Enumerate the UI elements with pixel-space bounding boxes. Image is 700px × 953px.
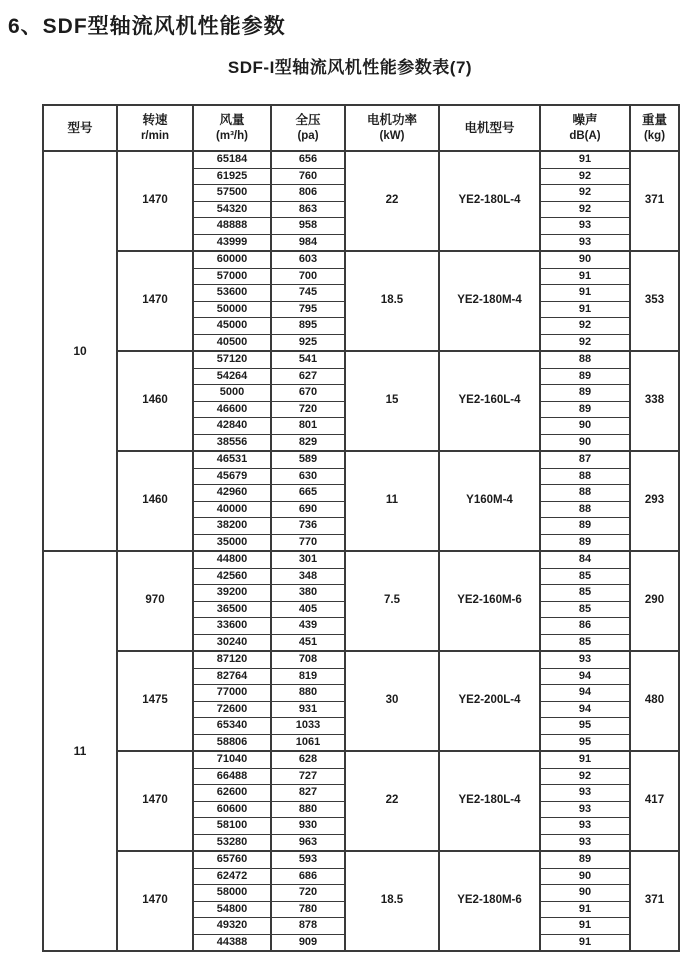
speed-cell: 1470 xyxy=(117,151,193,251)
pressure-cell: 727 xyxy=(271,768,345,785)
table-row xyxy=(43,351,679,368)
noise-cell: 86 xyxy=(540,618,630,635)
column-header-unit: (pa) xyxy=(297,129,319,142)
noise-cell: 95 xyxy=(540,734,630,751)
column-header xyxy=(43,105,117,151)
pressure-cell: 380 xyxy=(271,585,345,602)
power-cell: 22 xyxy=(345,151,439,251)
table-row xyxy=(43,251,679,268)
speed-cell: 970 xyxy=(117,551,193,651)
noise-cell: 91 xyxy=(540,934,630,951)
weight-cell: 353 xyxy=(630,251,679,351)
pressure-cell: 806 xyxy=(271,185,345,202)
motor-cell: YE2-180L-4 xyxy=(439,151,540,251)
flow-cell: 60600 xyxy=(193,801,271,818)
pressure-cell: 801 xyxy=(271,418,345,435)
column-header xyxy=(271,105,345,151)
motor-cell: Y160M-4 xyxy=(439,451,540,551)
flow-cell: 58100 xyxy=(193,818,271,835)
noise-cell: 95 xyxy=(540,718,630,735)
column-header-label: 风量 xyxy=(219,113,245,128)
noise-cell: 91 xyxy=(540,268,630,285)
pressure-cell: 700 xyxy=(271,268,345,285)
pressure-cell: 690 xyxy=(271,501,345,518)
column-header-label: 全压 xyxy=(295,113,321,128)
column-header-unit: (kg) xyxy=(643,129,666,142)
column-header-label: 电机型号 xyxy=(464,120,515,135)
pressure-cell: 670 xyxy=(271,385,345,402)
flow-cell: 45679 xyxy=(193,468,271,485)
noise-cell: 90 xyxy=(540,251,630,268)
noise-cell: 90 xyxy=(540,885,630,902)
pressure-cell: 708 xyxy=(271,651,345,668)
pressure-cell: 863 xyxy=(271,201,345,218)
pressure-cell: 770 xyxy=(271,534,345,551)
table-row xyxy=(43,651,679,668)
pressure-cell: 603 xyxy=(271,251,345,268)
flow-cell: 57120 xyxy=(193,351,271,368)
pressure-cell: 720 xyxy=(271,885,345,902)
page-title: 6、SDF型轴流风机性能参数 xyxy=(8,15,286,38)
flow-cell: 43999 xyxy=(193,234,271,251)
noise-cell: 85 xyxy=(540,568,630,585)
table-header xyxy=(43,105,679,151)
flow-cell: 62600 xyxy=(193,785,271,802)
flow-cell: 30240 xyxy=(193,634,271,651)
flow-cell: 44800 xyxy=(193,551,271,568)
flow-cell: 46531 xyxy=(193,451,271,468)
flow-cell: 40500 xyxy=(193,334,271,351)
noise-cell: 92 xyxy=(540,185,630,202)
column-header-label: 转速 xyxy=(142,113,168,128)
flow-cell: 57000 xyxy=(193,268,271,285)
noise-cell: 84 xyxy=(540,551,630,568)
flow-cell: 57500 xyxy=(193,185,271,202)
noise-cell: 93 xyxy=(540,785,630,802)
flow-cell: 54800 xyxy=(193,901,271,918)
noise-cell: 90 xyxy=(540,418,630,435)
noise-cell: 93 xyxy=(540,834,630,851)
power-cell: 15 xyxy=(345,351,439,451)
pressure-cell: 736 xyxy=(271,518,345,535)
pressure-cell: 827 xyxy=(271,785,345,802)
flow-cell: 53280 xyxy=(193,834,271,851)
pressure-cell: 829 xyxy=(271,434,345,451)
flow-cell: 53600 xyxy=(193,285,271,302)
pressure-cell: 451 xyxy=(271,634,345,651)
flow-cell: 65340 xyxy=(193,718,271,735)
noise-cell: 91 xyxy=(540,151,630,168)
noise-cell: 93 xyxy=(540,234,630,251)
noise-cell: 93 xyxy=(540,818,630,835)
motor-cell: YE2-200L-4 xyxy=(439,651,540,751)
column-header-label: 噪声 xyxy=(572,113,598,128)
flow-cell: 42840 xyxy=(193,418,271,435)
noise-cell: 85 xyxy=(540,601,630,618)
pressure-cell: 348 xyxy=(271,568,345,585)
noise-cell: 93 xyxy=(540,218,630,235)
noise-cell: 92 xyxy=(540,334,630,351)
noise-cell: 94 xyxy=(540,685,630,702)
noise-cell: 91 xyxy=(540,301,630,318)
pressure-cell: 878 xyxy=(271,918,345,935)
column-header xyxy=(540,105,630,151)
flow-cell: 61925 xyxy=(193,168,271,185)
table-row xyxy=(43,451,679,468)
header-row xyxy=(43,105,679,151)
flow-cell: 48888 xyxy=(193,218,271,235)
weight-cell: 371 xyxy=(630,151,679,251)
flow-cell: 38556 xyxy=(193,434,271,451)
speed-cell: 1460 xyxy=(117,351,193,451)
pressure-cell: 984 xyxy=(271,234,345,251)
pressure-cell: 780 xyxy=(271,901,345,918)
motor-cell: YE2-180L-4 xyxy=(439,751,540,851)
flow-cell: 72600 xyxy=(193,701,271,718)
flow-cell: 38200 xyxy=(193,518,271,535)
table-row xyxy=(43,151,679,168)
noise-cell: 91 xyxy=(540,285,630,302)
noise-cell: 93 xyxy=(540,651,630,668)
pressure-cell: 963 xyxy=(271,834,345,851)
flow-cell: 65760 xyxy=(193,851,271,868)
flow-cell: 65184 xyxy=(193,151,271,168)
flow-cell: 44388 xyxy=(193,934,271,951)
flow-cell: 46600 xyxy=(193,401,271,418)
noise-cell: 89 xyxy=(540,518,630,535)
noise-cell: 94 xyxy=(540,668,630,685)
pressure-cell: 880 xyxy=(271,801,345,818)
flow-cell: 42560 xyxy=(193,568,271,585)
model-cell: 10 xyxy=(43,151,117,551)
flow-cell: 42960 xyxy=(193,485,271,502)
column-header-label: 型号 xyxy=(67,120,93,135)
flow-cell: 58000 xyxy=(193,885,271,902)
noise-cell: 88 xyxy=(540,485,630,502)
flow-cell: 62472 xyxy=(193,868,271,885)
pressure-cell: 656 xyxy=(271,151,345,168)
flow-cell: 33600 xyxy=(193,618,271,635)
pressure-cell: 1033 xyxy=(271,718,345,735)
pressure-cell: 895 xyxy=(271,318,345,335)
noise-cell: 85 xyxy=(540,585,630,602)
noise-cell: 89 xyxy=(540,368,630,385)
noise-cell: 91 xyxy=(540,918,630,935)
speed-cell: 1470 xyxy=(117,251,193,351)
column-header xyxy=(117,105,193,151)
noise-cell: 85 xyxy=(540,634,630,651)
column-header xyxy=(345,105,439,151)
weight-cell: 371 xyxy=(630,851,679,951)
motor-cell: YE2-160M-6 xyxy=(439,551,540,651)
flow-cell: 45000 xyxy=(193,318,271,335)
pressure-cell: 931 xyxy=(271,701,345,718)
flow-cell: 54320 xyxy=(193,201,271,218)
pressure-cell: 301 xyxy=(271,551,345,568)
noise-cell: 92 xyxy=(540,318,630,335)
flow-cell: 60000 xyxy=(193,251,271,268)
noise-cell: 88 xyxy=(540,351,630,368)
pressure-cell: 720 xyxy=(271,401,345,418)
flow-cell: 77000 xyxy=(193,685,271,702)
pressure-cell: 1061 xyxy=(271,734,345,751)
column-header-unit: r/min xyxy=(140,129,170,142)
pressure-cell: 686 xyxy=(271,868,345,885)
column-header xyxy=(630,105,679,151)
noise-cell: 90 xyxy=(540,868,630,885)
column-header-unit: dB(A) xyxy=(569,129,601,142)
noise-cell: 88 xyxy=(540,501,630,518)
noise-cell: 89 xyxy=(540,401,630,418)
flow-cell: 35000 xyxy=(193,534,271,551)
noise-cell: 92 xyxy=(540,168,630,185)
pressure-cell: 439 xyxy=(271,618,345,635)
column-header-label: 重量 xyxy=(641,113,667,128)
table-row xyxy=(43,551,679,568)
power-cell: 30 xyxy=(345,651,439,751)
pressure-cell: 930 xyxy=(271,818,345,835)
flow-cell: 66488 xyxy=(193,768,271,785)
speed-cell: 1460 xyxy=(117,451,193,551)
pressure-cell: 795 xyxy=(271,301,345,318)
noise-cell: 89 xyxy=(540,385,630,402)
pressure-cell: 589 xyxy=(271,451,345,468)
flow-cell: 49320 xyxy=(193,918,271,935)
weight-cell: 338 xyxy=(630,351,679,451)
power-cell: 7.5 xyxy=(345,551,439,651)
flow-cell: 58806 xyxy=(193,734,271,751)
motor-cell: YE2-180M-6 xyxy=(439,851,540,951)
pressure-cell: 665 xyxy=(271,485,345,502)
motor-cell: YE2-160L-4 xyxy=(439,351,540,451)
noise-cell: 94 xyxy=(540,701,630,718)
pressure-cell: 627 xyxy=(271,368,345,385)
flow-cell: 40000 xyxy=(193,501,271,518)
pressure-cell: 819 xyxy=(271,668,345,685)
noise-cell: 91 xyxy=(540,901,630,918)
table-body xyxy=(43,151,679,951)
pressure-cell: 909 xyxy=(271,934,345,951)
power-cell: 22 xyxy=(345,751,439,851)
pressure-cell: 593 xyxy=(271,851,345,868)
pressure-cell: 925 xyxy=(271,334,345,351)
model-cell: 11 xyxy=(43,551,117,951)
column-header-unit: (m³/h) xyxy=(216,129,248,142)
pressure-cell: 541 xyxy=(271,351,345,368)
flow-cell: 87120 xyxy=(193,651,271,668)
noise-cell: 91 xyxy=(540,751,630,768)
column-header xyxy=(439,105,540,151)
flow-cell: 82764 xyxy=(193,668,271,685)
performance-table xyxy=(42,104,680,952)
pressure-cell: 745 xyxy=(271,285,345,302)
power-cell: 11 xyxy=(345,451,439,551)
table-container xyxy=(42,104,680,952)
motor-cell: YE2-180M-4 xyxy=(439,251,540,351)
flow-cell: 50000 xyxy=(193,301,271,318)
pressure-cell: 630 xyxy=(271,468,345,485)
table-row xyxy=(43,751,679,768)
column-header-label: 电机功率 xyxy=(366,113,417,128)
pressure-cell: 880 xyxy=(271,685,345,702)
noise-cell: 89 xyxy=(540,534,630,551)
speed-cell: 1470 xyxy=(117,851,193,951)
weight-cell: 480 xyxy=(630,651,679,751)
pressure-cell: 405 xyxy=(271,601,345,618)
table-row xyxy=(43,851,679,868)
weight-cell: 290 xyxy=(630,551,679,651)
speed-cell: 1475 xyxy=(117,651,193,751)
pressure-cell: 760 xyxy=(271,168,345,185)
weight-cell: 293 xyxy=(630,451,679,551)
noise-cell: 89 xyxy=(540,851,630,868)
weight-cell: 417 xyxy=(630,751,679,851)
power-cell: 18.5 xyxy=(345,851,439,951)
noise-cell: 92 xyxy=(540,768,630,785)
noise-cell: 87 xyxy=(540,451,630,468)
pressure-cell: 958 xyxy=(271,218,345,235)
flow-cell: 71040 xyxy=(193,751,271,768)
flow-cell: 36500 xyxy=(193,601,271,618)
column-header-unit: (kW) xyxy=(379,129,405,142)
speed-cell: 1470 xyxy=(117,751,193,851)
noise-cell: 88 xyxy=(540,468,630,485)
flow-cell: 5000 xyxy=(193,385,271,402)
table-title: SDF-I型轴流风机性能参数表(7) xyxy=(227,58,473,77)
noise-cell: 92 xyxy=(540,201,630,218)
noise-cell: 93 xyxy=(540,801,630,818)
flow-cell: 39200 xyxy=(193,585,271,602)
column-header xyxy=(193,105,271,151)
pressure-cell: 628 xyxy=(271,751,345,768)
noise-cell: 90 xyxy=(540,434,630,451)
power-cell: 18.5 xyxy=(345,251,439,351)
flow-cell: 54264 xyxy=(193,368,271,385)
